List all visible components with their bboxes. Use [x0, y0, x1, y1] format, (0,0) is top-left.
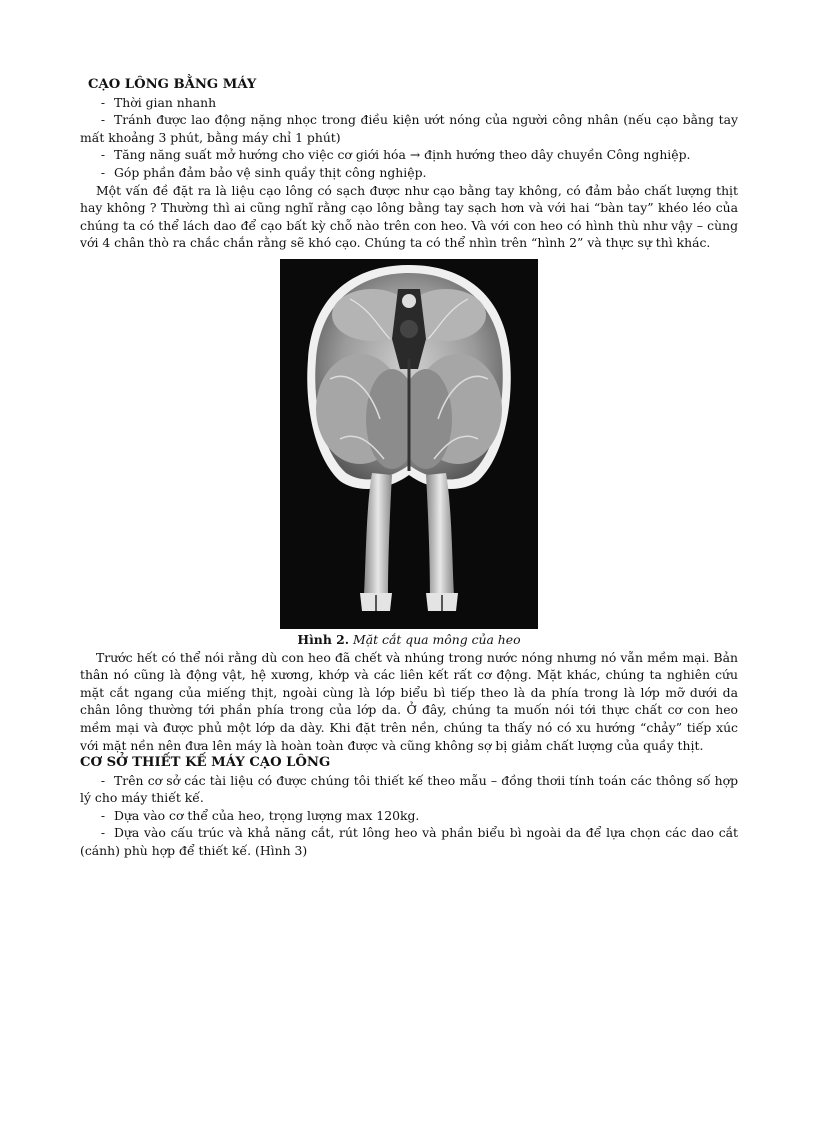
- figure-label: Hình 2.: [297, 631, 350, 647]
- pig-cross-section-image: [280, 259, 538, 629]
- bullet-item: [80, 807, 738, 825]
- bullet-item: [80, 94, 738, 112]
- bullet-dash: -: [100, 807, 106, 823]
- bullet-text: Tránh được lao động nặng nhọc trong điều kiện ướt nóng của người công nhân (nếu cạo bằng tay mất khoảng 3 phút, bằng máy chỉ 1 phút): [80, 112, 738, 145]
- figure-caption: [80, 631, 738, 649]
- bullet-text: Dựa vào cấu trúc và khả năng cắt, rút lông heo và phần biểu bì ngoài da để lựa chọn các dao cắt (cánh) phù hợp để thiết kế. (Hình 3): [80, 825, 738, 859]
- bullet-dash: -: [100, 112, 106, 128]
- paragraph-question: Một vấn đề đặt ra là liệu cạo lông có sạch được như cạo bằng tay không, có đảm bảo chất lượng thịt hay không ? Thường thì ai cũng nghĩ rằng cạo lông bằng tay sạch hơn và với hai “bàn tay” khéo léo của chúng ta có thể lách dao để cạo bất kỳ chỗ nào trên con heo. Và với con heo có hình thù như vậy – cùng với 4 chân thò ra chắc chắn rằng sẽ khó cạo. Chúng ta có thể nhìn trên “hình 2” và thực sự thì khác.: [80, 182, 738, 251]
- document-page: [80, 76, 738, 860]
- paragraph-explanation: Trước hết có thể nói rằng dù con heo đã chết và nhúng trong nước nóng nhưng nó vẫn mềm mại. Bản thân nó cũng là động vật, hệ xương, khớp và các liên kết rất cơ động. Mặt khác, chúng ta nghiên cứu mặt cắt ngang của miếng thịt, ngoài cùng là lớp biểu bì tiếp theo là da phía trong là lớp mỡ dưới da chân lông thường tới phần phía trong của lớp da. Ở đây, chúng ta muốn nói tới thực chất cơ con heo mềm mại và được phủ một lớp da dày. Khi đặt trên nền, chúng ta thấy nó có xu hướng “chảy” tiếp xúc với mặt nền nên đưa lên máy là hoàn toàn được và cũng không sợ bị giảm chất lượng của quầy thịt.: [80, 649, 738, 753]
- bullet-text: Dựa vào cơ thể của heo, trọng lượng max 120kg.: [114, 807, 420, 823]
- bullet-dash: -: [100, 147, 106, 163]
- section-heading-design-basis: CƠ SỞ THIẾT KẾ MÁY CẠO LÔNG: [80, 755, 331, 771]
- bullet-item: [80, 772, 738, 807]
- bullet-text: Tăng năng suất mở hướng cho việc cơ giới hóa → định hướng theo dây chuyền Công nghiệp.: [114, 147, 691, 163]
- bullet-item: [80, 111, 738, 146]
- figure-pig-cross-section: [280, 259, 538, 629]
- bullet-item: [80, 146, 738, 164]
- bullet-text: Thời gian nhanh: [114, 94, 217, 110]
- bullet-item: [80, 824, 738, 859]
- bullet-dash: -: [100, 825, 106, 841]
- figure-caption-text: Mặt cắt qua mông của heo: [353, 631, 521, 647]
- bullet-dash: -: [100, 94, 106, 110]
- bullet-dash: -: [100, 164, 106, 180]
- bullet-item: [80, 164, 738, 182]
- bullet-text: Trên cơ sở các tài liệu có được chúng tôi thiết kế theo mẫu – đồng thơii tính toán các thông số hợp lý cho máy thiết kế.: [80, 772, 738, 806]
- bullet-dash: -: [100, 772, 106, 788]
- section-heading-machine-scraping: CẠO LÔNG BẰNG MÁY: [88, 77, 257, 92]
- bullet-text: Góp phần đảm bảo vệ sinh quầy thịt công nghiệp.: [114, 164, 427, 180]
